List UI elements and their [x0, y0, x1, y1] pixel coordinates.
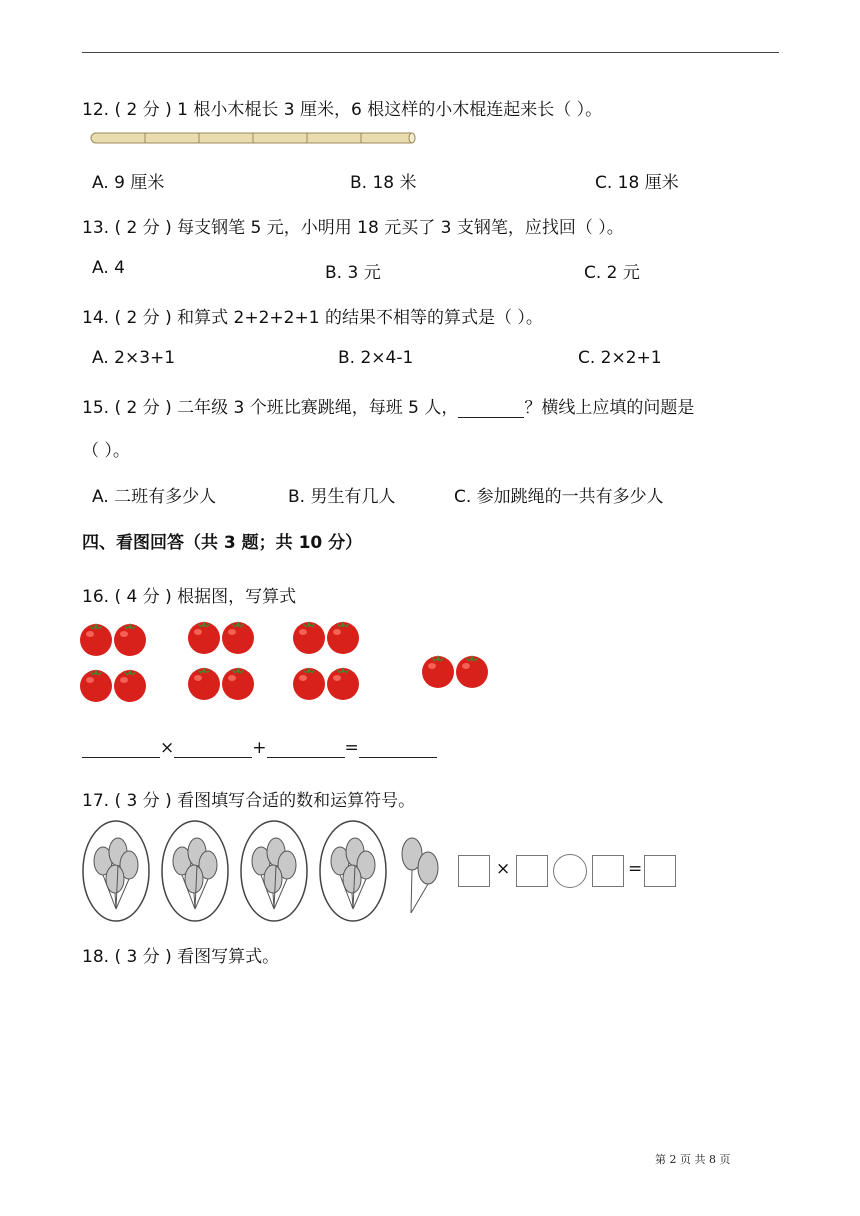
page-number: 第 2 页 共 8 页 [655, 1153, 731, 1166]
option-a: A. 9 厘米 [92, 173, 165, 193]
question-number: 12. [82, 100, 110, 120]
question-number: 17. [82, 791, 110, 811]
question-15-line2: （ ）。 [82, 441, 130, 461]
single-balloons [402, 838, 438, 913]
question-score: ( 2 分 ) [114, 218, 172, 238]
answer-box[interactable] [592, 855, 624, 887]
answer-box[interactable] [516, 855, 548, 887]
answer-blank [174, 741, 252, 758]
question-number: 15. [82, 398, 110, 418]
answer-blank [267, 741, 345, 758]
option-c: C. 2×2+1 [578, 348, 662, 368]
question-text: 1 根小木棍长 3 厘米，6 根这样的小木棍连起来长（ ）。 [177, 100, 603, 120]
times-sign: × [160, 738, 175, 758]
formula-blanks [82, 738, 437, 758]
plus-sign: + [252, 738, 267, 758]
question-text: 看图填写合适的数和运算符号。 [177, 791, 416, 811]
question-text: 看图写算式。 [177, 947, 280, 967]
question-18 [82, 942, 279, 967]
operator-circle[interactable] [553, 854, 587, 888]
question-score: ( 4 分 ) [114, 587, 172, 607]
option-b: B. 18 米 [350, 173, 417, 193]
option-b: B. 2×4-1 [338, 348, 414, 368]
equals-sign: = [628, 859, 643, 879]
equals-sign: = [344, 738, 359, 758]
balloons-image [80, 818, 450, 924]
answer-box[interactable] [458, 855, 490, 887]
question-14 [82, 303, 543, 328]
question-score: ( 2 分 ) [114, 100, 172, 120]
question-number: 13. [82, 218, 110, 238]
answer-blank [82, 741, 160, 758]
question-text: 和算式 2+2+2+1 的结果不相等的算式是（ ）。 [177, 308, 543, 328]
tomatoes-image [78, 612, 498, 712]
question-15 [82, 393, 694, 418]
question-text-tail: ？横线上应填的问题是 [524, 398, 695, 418]
question-text: 每支钢笔 5 元，小明用 18 元买了 3 支钢笔，应找回（ ）。 [177, 218, 624, 238]
question-16 [82, 582, 296, 607]
option-c: C. 2 元 [584, 263, 640, 283]
option-a: A. 4 [92, 258, 125, 278]
question-number: 18. [82, 947, 110, 967]
times-sign: × [496, 859, 511, 879]
question-text: 根据图，写算式 [177, 587, 297, 607]
question-score: ( 3 分 ) [114, 947, 172, 967]
section-title: 四、看图回答（共 3 题；共 10 分） [82, 533, 363, 553]
question-17 [82, 786, 415, 811]
question-12 [82, 95, 602, 120]
question-score: ( 2 分 ) [114, 308, 172, 328]
question-text: 二年级 3 个班比赛跳绳，每班 5 人， [177, 398, 459, 418]
option-a: A. 二班有多少人 [92, 487, 217, 507]
option-b: B. 3 元 [325, 263, 381, 283]
question-number: 16. [82, 587, 110, 607]
question-13 [82, 213, 624, 238]
question-number: 14. [82, 308, 110, 328]
question-score: ( 3 分 ) [114, 791, 172, 811]
option-a: A. 2×3+1 [92, 348, 176, 368]
option-c: C. 18 厘米 [595, 173, 679, 193]
header-rule [82, 52, 779, 53]
answer-blank [458, 401, 524, 418]
answer-box[interactable] [644, 855, 676, 887]
question-score: ( 2 分 ) [114, 398, 172, 418]
answer-blank [359, 741, 437, 758]
option-b: B. 男生有几人 [288, 487, 396, 507]
option-c: C. 参加跳绳的一共有多少人 [454, 487, 664, 507]
wooden-sticks-image [90, 130, 420, 146]
